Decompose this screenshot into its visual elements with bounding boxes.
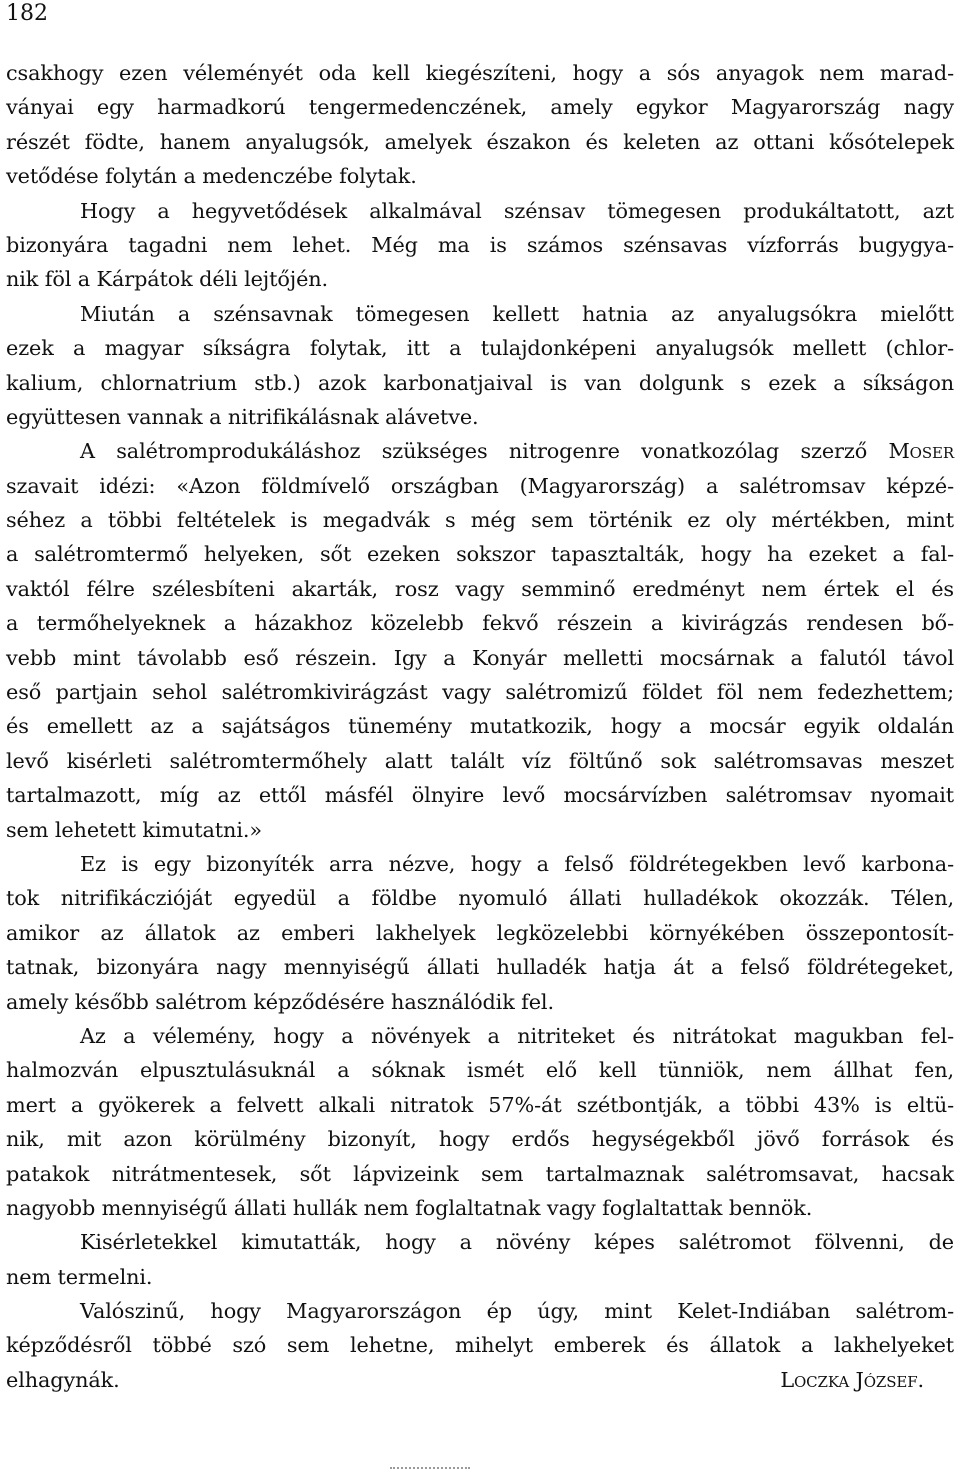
text-line: tartalmazott, míg az ettől másfél ölnyire levő mocsárvízben salétromsav nyomait	[6, 783, 954, 808]
text-line: Valószinű, hogy Magyarországon ép úgy, mint Kelet-Indiában salétrom-	[80, 1299, 954, 1324]
text-line: vaktól félre szélesbíteni akarták, rosz vagy semminő eredményt nem értek el és	[6, 576, 954, 601]
text-line: Kisérletekkel kimutatták, hogy a növény képes salétromot fölvenni, de	[80, 1230, 954, 1255]
text-line: nik föl a Kárpátok déli lejtőjén.	[6, 267, 329, 292]
text-line: amikor az állatok az emberi lakhelyek legközelebbi környékében összepontosít-	[6, 920, 954, 945]
text-line: levő kisérleti salétromtermőhely alatt talált víz föltűnő sok salétromsavas meszet	[6, 748, 954, 773]
text-line: Hogy a hegyvetődések alkalmával szénsav tömegesen produkáltatott, azt	[80, 198, 954, 223]
text-line-with-name	[6, 434, 954, 468]
text-line: Az a vélemény, hogy a növények a nitriteket és nitrátokat magukban fel-	[80, 1023, 954, 1048]
body-text	[6, 56, 954, 1397]
text-line: tok nitrifikáczióját egyedül a földbe nyomuló állati hulladékok okozzák. Télen,	[6, 886, 954, 911]
text-line: nik, mit azon körülmény bizonyít, hogy erdős hegységekből jövő források és	[6, 1127, 954, 1152]
text-line: szavait idézi: «Azon földmívelő országban (Magyarország) a salétromsav képzé-	[6, 473, 954, 498]
closing-line	[6, 1363, 954, 1397]
text-line: tatnak, bizonyára nagy mennyiségű állati hulladék hatja át a felső földrétegeket,	[6, 955, 954, 980]
author-signature	[780, 1363, 954, 1397]
text-line: részét födte, hanem anyalugsók, amelyek északon és keleten az ottani kősótelepek	[6, 129, 954, 154]
author-first-name: Loczka	[780, 1367, 850, 1392]
bottom-rule	[390, 1467, 470, 1469]
text-line: vetődése folytán a medenczébe folytak.	[6, 164, 417, 189]
text-line: séhez a többi feltételek is megadvák s még sem történik ez oly mértékben, mint	[6, 508, 954, 533]
text-line: halmozván elpusztulásuknál a sóknak ismét elő kell tünniök, nem állhat fen,	[6, 1058, 954, 1083]
text-segment: A salétromprodukáláshoz szükséges nitrogenre vonatkozólag szerző	[80, 439, 889, 464]
text-line: nagyobb mennyiségű állati hullák nem foglaltatnak vagy foglaltattak bennök.	[6, 1195, 813, 1220]
page-number: 182	[6, 1, 48, 26]
text-line: sem lehetett kimutatni.»	[6, 817, 262, 842]
text-line: elhagynák.	[6, 1367, 120, 1392]
cited-author: Moser	[888, 439, 954, 464]
text-line: mert a gyökerek a felvett alkali nitratok 57%-át szétbontják, a többi 43% is eltü-	[6, 1092, 954, 1117]
text-line: képződésről többé szó sem lehetne, mihelyt emberek és állatok a lakhelyeket	[6, 1333, 954, 1358]
text-line: ezek a magyar síkságra folytak, itt a tulajdonképeni anyalugsók mellett (chlor-	[6, 336, 954, 361]
text-line: a salétromtermő helyeken, sőt ezeken sokszor tapasztalták, hogy ha ezeket a fal-	[6, 542, 954, 567]
text-line: eső partjain sehol salétromkivirágzást vagy salétromizű földet föl nem fedezhettem;	[6, 680, 954, 705]
text-line: együttesen vannak a nitrifikálásnak alávetve.	[6, 404, 479, 429]
text-line: Miután a szénsavnak tömegesen kellett hatnia az anyalugsókra mielőtt	[80, 301, 954, 326]
text-line: és emellett az a sajátságos tünemény mutatkozik, hogy a mocsár egyik oldalán	[6, 714, 954, 739]
author-last-name: József.	[855, 1367, 924, 1392]
text-line: a termőhelyeknek a házakhoz közelebb fekvő részein a kivirágzás rendesen bő-	[6, 611, 954, 636]
text-line: vebb mint távolabb eső részein. Igy a Konyár melletti mocsárnak a falutól távol	[6, 645, 954, 670]
text-line: Ez is egy bizonyíték arra nézve, hogy a felső földrétegekben levő karbona-	[80, 851, 954, 876]
text-line: ványai egy harmadkorú tengermedenczének, amely egykor Magyarország nagy	[6, 95, 954, 120]
text-line: nem termelni.	[6, 1264, 153, 1289]
text-line: amely később salétrom képződésére használódik fel.	[6, 989, 554, 1014]
text-line: patakok nitrátmentesek, sőt lápvizeink sem tartalmaznak salétromsavat, hacsak	[6, 1161, 954, 1186]
text-line: kalium, chlornatrium stb.) azok karbonatjaival is van dolgunk s ezek a síkságon	[6, 370, 954, 395]
text-line: csakhogy ezen véleményét oda kell kiegészíteni, hogy a sós anyagok nem marad-	[6, 61, 954, 85]
text-line: bizonyára tagadni nem lehet. Még ma is számos szénsavas vízforrás bugygya-	[6, 232, 954, 257]
